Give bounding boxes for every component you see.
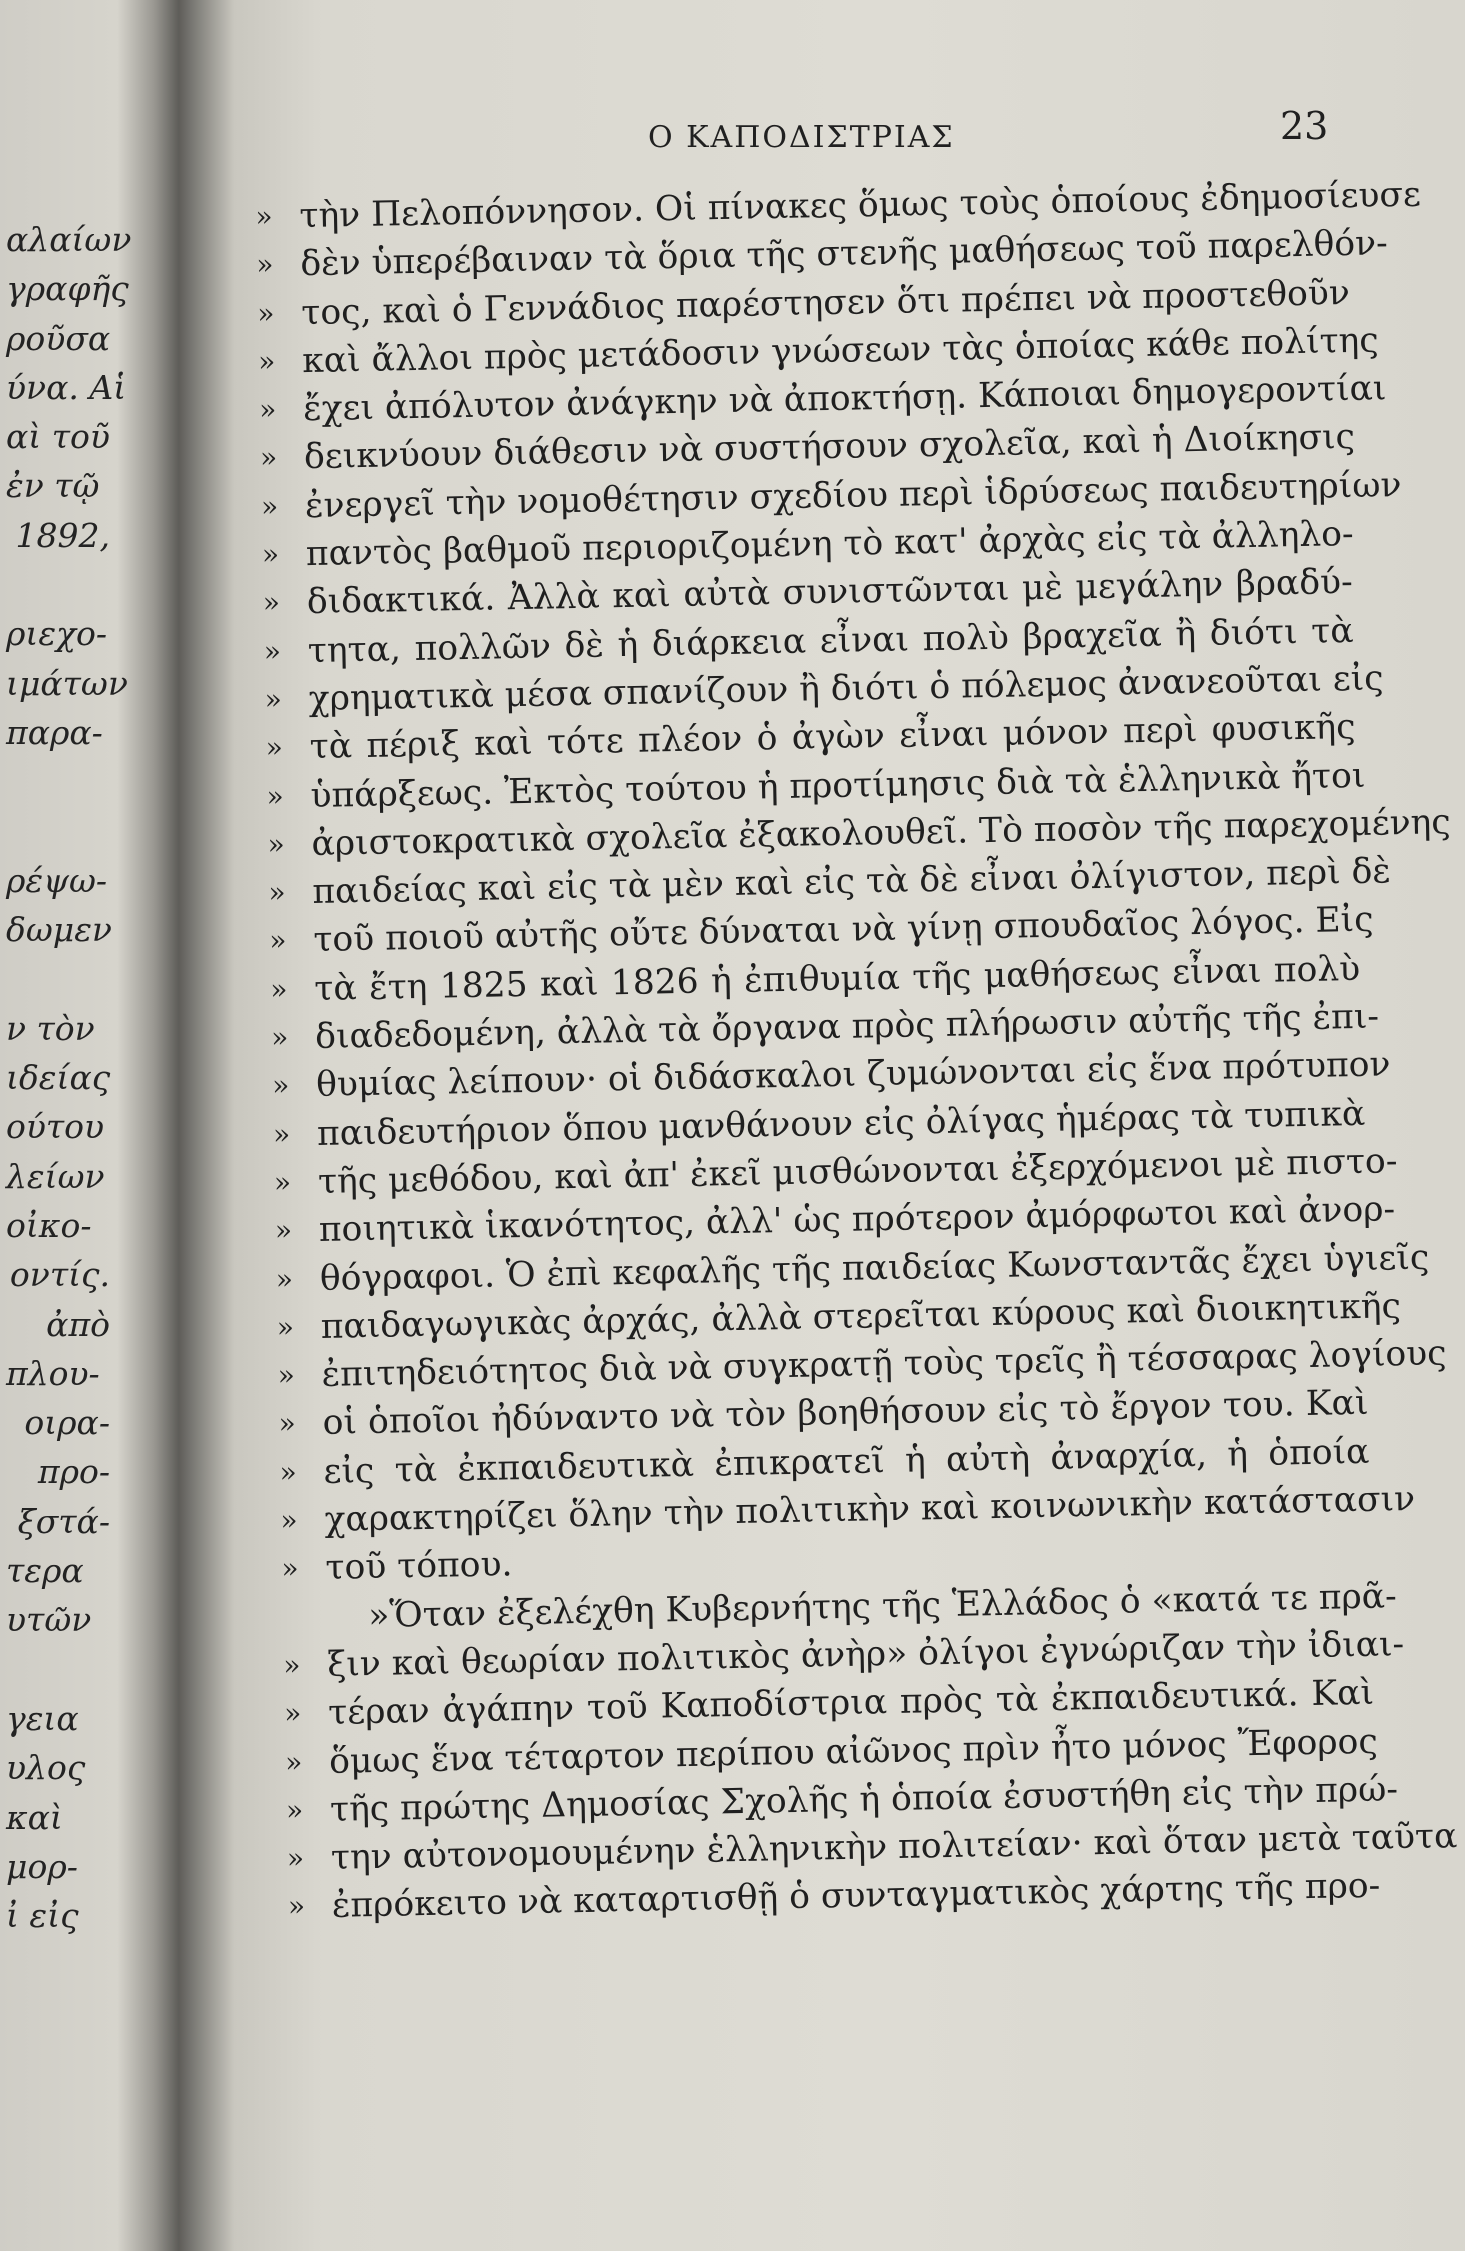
line-text: ἔχει ἀπόλυτον ἀνάγκην νὰ ἀποκτήσῃ. Κάποιαι δημογεροντίαι [302,368,1387,430]
quote-mark: » [258,392,277,427]
line-text: τῆς μεθόδου, καὶ ἀπ' ἐκεῖ μισθώνονται ἐξερχόμενοι μὲ πιστο- [317,1141,1398,1202]
line-text: εἰς τὰ ἐκπαιδευτικὰ ἐπικρατεῖ ἡ αὐτὴ ἀναρχία, ἡ ὁποία [323,1431,1370,1492]
line-text: παιδευτήριον ὅπου μανθάνουν εἰς ὀλίγας ἡμέρας τὰ τυπικὰ [316,1093,1366,1154]
quote-mark: » [265,730,284,765]
left-margin-fragment [0,1645,150,1694]
quote-mark: » [256,247,274,282]
left-margin-fragment: μορ- [6,1846,78,1886]
left-margin-fragment: δωμεν [6,910,112,950]
left-margin-fragment: οιρα- [24,1403,110,1443]
quote-mark [282,1593,327,1642]
quote-mark: » [273,1165,292,1199]
line-text: παντὸς βαθμοῦ περιοριζομένη τὸ κατ' ἀρχὰς εἰς τὰ ἀλληλο- [305,514,1355,575]
left-margin-fragment: ύνα. Αἱ [6,367,127,407]
quote-mark: » [283,1696,302,1730]
body-text [255,172,1458,1931]
line-text: τητα, πολλῶν δὲ ἡ διάρκεια εἶναι πολὺ βραχεῖα ἢ διότι τὰ [307,610,1354,671]
left-margin-fragment: ριεχο- [6,614,108,654]
quote-mark: » [275,1262,294,1296]
quote-mark: » [284,1744,303,1779]
quote-mark: » [285,1793,304,1827]
left-margin-fragment: αλαίων [6,220,132,259]
quote-mark: » [272,1117,291,1151]
line-text: παιδείας καὶ εἰς τὰ μὲν καὶ εἰς τὰ δὲ εἶναι ὀλίγιστον, περὶ δὲ [312,851,1392,913]
left-margin-fragment: προ- [37,1452,110,1492]
left-margin-fragment: πλου- [6,1353,100,1393]
quote-mark: » [257,344,276,378]
quote-mark: » [256,296,275,330]
quote-mark: » [270,1020,289,1054]
quote-mark: » [274,1213,293,1248]
line-text: δὲν ὑπερέβαιναν τὰ ὅρια τῆς στενῆς μαθήσεως τοῦ παρελθόν- [299,223,1389,285]
quote-mark: » [277,1358,296,1392]
line-text: »Ὅταν ἐξελέχθη Κυβερνήτης τῆς Ἑλλάδος ὁ «κατά τε πρᾶ- [367,1575,1398,1636]
quote-mark: » [263,634,282,668]
quote-mark: » [264,682,283,716]
quote-mark: » [255,199,273,233]
left-margin-fragment: ούτου [6,1107,105,1147]
left-margin-fragment: οἰκο- [6,1205,92,1245]
page-number: 23 [1280,104,1329,148]
left-page-margin [0,215,150,1940]
quote-mark: » [266,779,285,813]
line-text: ἀριστοκρατικὰ σχολεῖα ἐξακολουθεῖ. Τὸ ποσὸν τῆς παρεχομένης [311,802,1451,864]
line-text: τὰ πέριξ καὶ τότε πλέον ὁ ἀγὼν εἶναι μόνον περὶ φυσικῆς [309,707,1356,768]
left-margin-fragment: γραφῆς [6,269,129,309]
left-margin-fragment: παρα- [6,712,103,752]
left-margin-fragment [0,807,150,856]
left-margin-fragment [0,757,150,806]
left-margin-fragment [0,560,150,609]
line-text: τῆς πρώτης Δημοσίας Σχολῆς ἡ ὁποία ἐσυστήθη εἰς τὴν πρώ- [329,1769,1399,1830]
line-text: ὑπάρξεως. Ἐκτὸς τούτου ἡ προτίμησις διὰ τὰ ἑλληνικὰ ἤτοι [310,755,1366,816]
quote-mark: » [276,1310,295,1344]
line-text: ἐνεργεῖ τὴν νομοθέτησιν σχεδίου περὶ ἱδρύσεως παιδευτηρίων [304,464,1402,526]
quote-mark: » [259,441,278,475]
line-text: ξιν καὶ θεωρίαν πολιτικὸς ἀνὴρ» ὀλίγοι ἐγνώριζαν τὴν ἰδιαι- [326,1624,1405,1685]
quote-mark: » [260,489,279,523]
quote-mark: » [280,1503,298,1537]
left-margin-fragment: γεια [6,1698,79,1738]
line-text: θυμίας λείπουν· οἱ διδάσκαλοι ζυμώνονται εἰς ἕνα πρότυπον [315,1044,1391,1106]
left-margin-fragment: ροῦσα [6,318,111,358]
quote-mark: » [282,1648,301,1682]
quote-mark: » [279,1455,298,1489]
line-text: ἐπιτηδειότητος διὰ νὰ συγκρατῇ τοὺς τρεῖς ἢ τέσσαρας λογίους [321,1333,1447,1396]
left-margin-fragment: αὶ τοῦ [6,417,110,457]
line-text: την αὐτονομουμένην ἑλληνικὴν πολιτείαν· καὶ ὅταν μετὰ ταῦτα [330,1816,1458,1878]
left-margin-fragment: ἀπὸ [46,1304,110,1344]
line-text: τὰ ἔτη 1825 καὶ 1826 ἡ ἐπιθυμία τῆς μαθήσεως εἶναι πολὺ [313,948,1361,1009]
line-text: θόγραφοι. Ὁ ἐπὶ κεφαλῆς τῆς παιδείας Κωνσταντᾶς ἔχει ὑγιεῖς [319,1237,1430,1299]
quote-mark: » [271,1068,290,1103]
left-margin-fragment: ιδείας [6,1058,111,1098]
left-margin-fragment: οντίς. [9,1255,110,1295]
quote-mark: » [269,923,287,958]
left-margin-fragment: υτῶν [6,1600,92,1640]
left-margin-fragment: ιμάτων [6,663,128,703]
line-text: τοῦ ποιοῦ αὐτῆς οὔτε δύναται νὰ γίνῃ σπουδαῖος λόγος. Εἰς [312,900,1374,961]
left-margin-fragment: ἐν τῷ [6,466,100,506]
line-text: καὶ ἄλλοι πρὸς μετάδοσιν γνώσεων τὰς ὁποίας κάθε πολίτης [301,320,1379,382]
left-margin-fragment: καὶ [6,1797,63,1837]
line-text: ὅμως ἕνα τέταρτον περίπου αἰῶνος πρὶν ἦτο μόνος Ἔφορος [328,1721,1379,1782]
left-margin-fragment: ξστά- [17,1501,110,1541]
line-text: ποιητικὰ ἱκανότητος, ἀλλ' ὡς πρότερον ἀμόρφωτοι καὶ ἀνορ- [318,1189,1396,1251]
line-text: δεικνύουν διάθεσιν νὰ συστήσουν σχολεῖα, καὶ ἡ Διοίκησις [303,417,1356,478]
line-text: διδακτικά. Ἀλλὰ καὶ αὐτὰ συνιστῶνται μὲ μεγάλην βραδύ- [306,562,1354,623]
line-text: χρηματικὰ μέσα σπανίζουν ἢ διότι ὁ πόλεμος ἀνανεοῦται εἰς [308,658,1384,720]
left-margin-fragment: ἰ εἰς [6,1896,79,1936]
line-text: οἱ ὁποῖοι ἠδύναντο νὰ τὸν βοηθήσουν εἰς τὸ ἔργον του. Καὶ [322,1383,1369,1444]
line-text: ἐπρόκειτο νὰ καταρτισθῇ ὁ συνταγματικὸς χάρτης τῆς προ- [331,1866,1381,1927]
line-text: τὴν Πελοπόννησον. Οἱ πίνακες ὅμως τοὺς ὁποίους ἐδημοσίευσε [299,174,1422,237]
left-margin-fragment: τερα [6,1551,84,1591]
quote-mark: » [278,1406,297,1441]
quote-mark: » [286,1841,305,1875]
quote-mark: » [261,537,280,572]
line-text: τοῦ τόπου. [325,1544,513,1589]
line-text: τέραν ἀγάπην τοῦ Καποδίστρια πρὸς τὰ ἐκπαιδευτικά. Καὶ [327,1673,1375,1734]
line-text: τος, καὶ ὁ Γεννάδιος παρέστησεν ὅτι πρέπει νὰ προστεθοῦν [300,272,1351,333]
left-margin-fragment [0,954,150,1003]
line-text: παιδαγωγικὰς ἀρχάς, ἀλλὰ στερεῖται κύρους καὶ διοικητικῆς [320,1286,1402,1347]
quote-mark: » [269,972,288,1006]
line-text: χαρακτηρίζει ὅλην τὴν πολιτικὴν καὶ κοινωνικὴν κατάστασιν [324,1478,1416,1540]
left-margin-fragment: 1892, [15,515,110,555]
left-margin-fragment: ν τὸν [6,1008,95,1048]
line-text: διαδεδομένη, ἀλλὰ τὰ ὄργανα πρὸς πλήρωσιν αὐτῆς τῆς ἐπι- [314,996,1380,1058]
quote-mark: » [287,1889,306,1924]
quote-mark: » [267,827,285,861]
left-margin-fragment: υλος [6,1748,86,1788]
left-margin-fragment: λείων [6,1156,105,1196]
quote-mark: » [268,875,286,910]
left-margin-fragment: ρέψω- [6,860,108,900]
page-title: Ο ΚΑΠΟΔΙΣΤΡΙΑΣ [648,120,955,155]
quote-mark: » [262,585,281,620]
quote-mark: » [281,1551,299,1586]
